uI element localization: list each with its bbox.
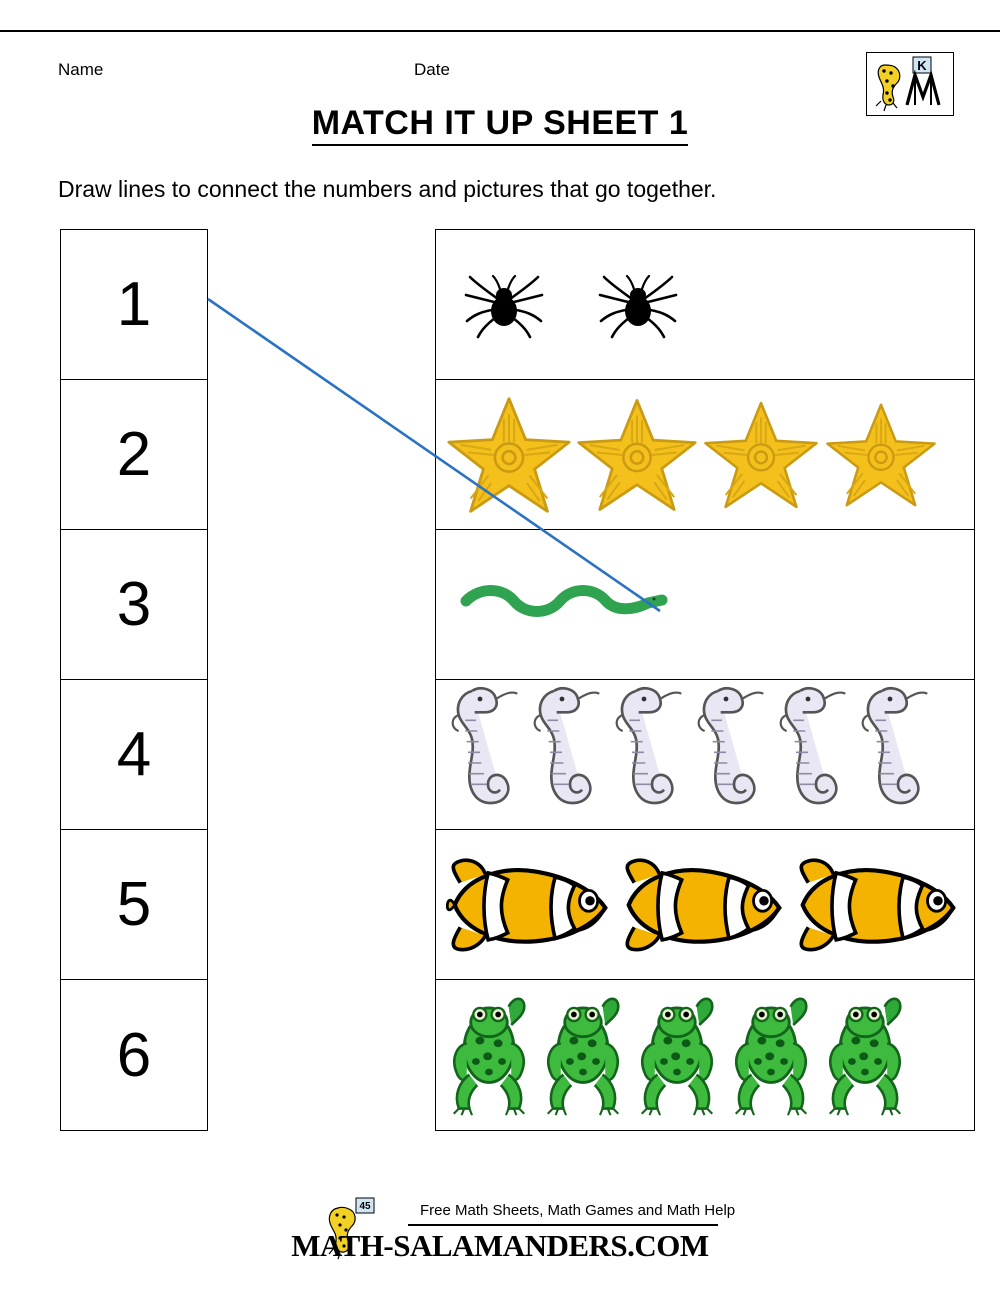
date-field-label: Date xyxy=(414,60,450,79)
footer-brand[interactable]: MATH-SALAMANDERS.COM xyxy=(291,1228,709,1263)
number-cell[interactable]: 3 xyxy=(61,530,207,680)
svg-text:K: K xyxy=(917,58,927,73)
snake-icon xyxy=(458,579,670,631)
header-divider xyxy=(0,30,1000,32)
picture-cell-snake[interactable] xyxy=(436,530,974,680)
picture-cell-frogs[interactable] xyxy=(436,980,974,1130)
seahorse-icon xyxy=(612,680,692,830)
frog-icon xyxy=(636,991,718,1119)
numbers-column xyxy=(60,229,208,1131)
pictures-column xyxy=(435,229,975,1131)
frog-icon xyxy=(730,991,812,1119)
picture-cell-seahorses[interactable] xyxy=(436,680,974,830)
starfish-icon xyxy=(700,396,822,514)
frog-icon xyxy=(542,991,624,1119)
picture-cell-clownfish[interactable] xyxy=(436,830,974,980)
seahorse-icon xyxy=(694,680,774,830)
instructions-text: Draw lines to connect the numbers and pictures that go together. xyxy=(58,176,717,202)
starfish-icon xyxy=(574,393,700,517)
spider-icon xyxy=(458,265,550,345)
clownfish-icon xyxy=(794,852,962,958)
seahorse-icon xyxy=(776,680,856,830)
number-cell[interactable]: 4 xyxy=(61,680,207,830)
clownfish-icon xyxy=(446,852,614,958)
frog-icon xyxy=(448,991,530,1119)
number-cell[interactable]: 6 xyxy=(116,1020,152,1090)
number-cell[interactable]: 5 xyxy=(61,830,207,980)
name-field-label: Name xyxy=(58,60,104,79)
spider-icon xyxy=(592,265,684,345)
number-cell[interactable]: 1 xyxy=(61,230,207,380)
seahorse-icon xyxy=(530,680,610,830)
frog-icon xyxy=(824,991,906,1119)
seahorse-icon xyxy=(858,680,938,830)
svg-text:45: 45 xyxy=(359,1201,371,1212)
seahorse-icon xyxy=(448,680,528,830)
picture-cell-spiders[interactable] xyxy=(436,230,974,380)
number-cell[interactable]: 2 xyxy=(61,380,207,530)
picture-cell-starfish[interactable] xyxy=(436,380,974,530)
footer-tagline: Free Math Sheets, Math Games and Math Help xyxy=(420,1202,736,1219)
starfish-icon xyxy=(822,398,940,512)
starfish-icon xyxy=(444,391,574,519)
clownfish-icon xyxy=(620,852,788,958)
footer-divider xyxy=(408,1224,718,1226)
page-title: MATCH IT UP SHEET 1 xyxy=(0,104,1000,143)
